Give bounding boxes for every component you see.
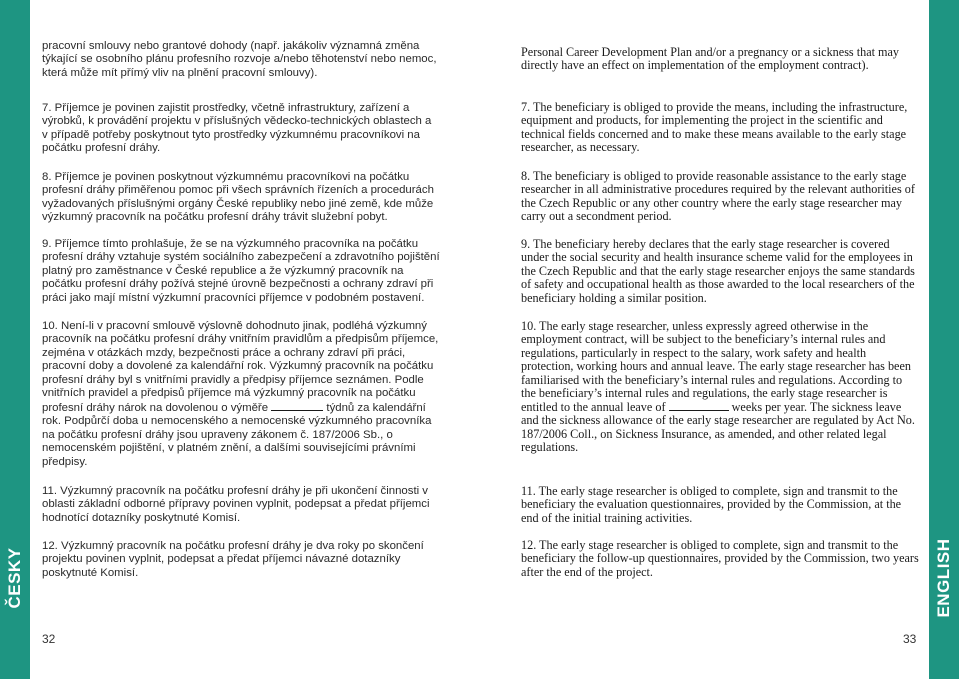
- leave-weeks-blank: [271, 401, 323, 411]
- czech-paragraph-10-part-2: týdnů za kalendářní rok. Podpůrčí doba u nemocenského a nemocenské výzkumného pracovníka na počátku profesní dráhy jsou upraveny zákonem č. 187/2006 Sb., o nemocenském pojištění, v platném znění, a dalšími souvisejícími právními předpisy.: [42, 401, 432, 468]
- english-paragraph-10: [521, 320, 919, 455]
- page-number-right: 33: [903, 632, 917, 646]
- english-paragraph-9: 9. The beneficiary hereby declares that the early stage researcher is covered under the social security and health insurance scheme valid for the employees in the Czech Republic and that the early stage researcher enjoys the same standards of safety and occupational health as those awarded to the local researchers of the beneficiary holding a similar position.: [521, 237, 915, 305]
- english-paragraph-7: 7. The beneficiary is obliged to provide the means, including the infrastructure, equipment and products, for implementing the project in the scientific and technical fields concerned and to make these means available to the early stage researcher, as necessary.: [521, 100, 908, 155]
- czech-paragraph-8: 8. Příjemce je povinen poskytnout výzkumnému pracovníkovi na počátku profesní dráhy přiměřenou pomoc při všech správních řízeních a procedurách vyžadovaných příslušnými orgány České republiky nebo jiné země, kde může výzkumný pracovník na počátku profesní dráhy trávit služební pobyt.: [42, 171, 434, 224]
- czech-paragraph-11: 11. Výzkumný pracovník na počátku profesní dráhy je při ukončení činnosti v oblasti základní odborné přípravy povinen vyplnit, podepsat a předat příjemci hodnotící dotazníky poskytnuté Komisí.: [42, 485, 430, 524]
- english-paragraph-10-part-2: weeks per year. The sickness leave and the sickness allowance of the early stage researcher are regulated by Act No. 187/2006 Coll., on Sickness Insurance, as amended, and other related legal regulations.: [521, 399, 915, 455]
- language-band-czech: [0, 0, 30, 679]
- page-number-left: 32: [42, 632, 56, 646]
- czech-paragraph-10: [42, 320, 440, 469]
- czech-paragraph-9: 9. Příjemce tímto prohlašuje, že se na výzkumného pracovníka na počátku profesní dráhy vztahuje systém sociálního zabezpečení a zdravotního pojištění platný pro zaměstnance v České republice a že výzkumný pracovník na počátku profesní dráhy požívá stejné úrovně bezpečnosti a ochrany zdraví při práci jako mají místní výzkumní pracovníci příjemce v podobném postavení.: [42, 238, 440, 304]
- english-paragraph-10-part-1: 10. The early stage researcher, unless expressly agreed otherwise in the employment contract, will be subject to the beneficiary’s internal rules and regulations, particularly in respect to the salary, work safety and health protection, working hours and annual leave. The early stage researcher has been familiarised with the beneficiary’s internal rules and regulations. According to the beneficiary’s internal rules and regulations, the early stage researcher is entitled to the annual leave of: [521, 319, 911, 414]
- czech-paragraph-7: 7. Příjemce je povinen zajistit prostředky, včetně infrastruktury, zařízení a výrobků, k provádění projektu v příslušných vědecko-technických oblastech a v případě potřeby poskytnout tyto prostředky výzkumnému pracovníkovi na počátku profesní dráhy.: [42, 102, 432, 155]
- english-paragraph-intro: Personal Career Development Plan and/or a pregnancy or a sickness that may directly have an effect on implementation of the employment contract).: [521, 45, 900, 73]
- side-label-czech: ČESKY: [5, 547, 24, 609]
- czech-paragraph-10-part-1: 10. Není-li v pracovní smlouvě výslovně dohodnuto jinak, podléhá výzkumný pracovník na počátku profesní dráhy vnitřním pravidlům a předpisům příjemce, zejména v otázkách mzdy, bezpečnosti práce a ochrany zdraví při práci, pracovní doby a dovolené za kalendářní rok. Výzkumný pracovník na počátku profesní dráhy byl s vnitřními pravidly a předpisy příjemce seznámen. Podle vnitřních pravidel a předpisů příjemce má výzkumný pracovník na počátku profesní dráhy nárok na dovolenou o výměře: [42, 320, 439, 414]
- english-paragraph-11: 11. The early stage researcher is obliged to complete, sign and transmit to the beneficiary the evaluation questionnaires, provided by the Commission, at the end of the initial training activities.: [521, 484, 902, 525]
- english-paragraph-8: 8. The beneficiary is obliged to provide reasonable assistance to the early stage researcher in all administrative procedures required by the relevant authorities of the Czech Republic or any other country where the early stage researcher may carry out a secondment period.: [521, 169, 915, 224]
- czech-paragraph-intro: pracovní smlouvy nebo grantové dohody (např. jakákoliv významná změna týkající se osobního plánu profesního rozvoje a/nebo těhotenství nebo nemoc, která může mít přímý vliv na plnění pracovní smlouvy).: [42, 40, 437, 79]
- english-paragraph-12: 12. The early stage researcher is obliged to complete, sign and transmit to the beneficiary the follow-up questionnaires, provided by the Commission, two years after the end of the project.: [521, 538, 919, 579]
- side-label-english: ENGLISH: [934, 538, 953, 618]
- annual-leave-blank: [669, 401, 729, 411]
- czech-paragraph-12: 12. Výzkumný pracovník na počátku profesní dráhy je dva roky po skončení projektu povinen vyplnit, podepsat a předat příjemci návazné dotazníky poskytnuté Komisí.: [42, 540, 424, 579]
- language-band-english: [929, 0, 959, 679]
